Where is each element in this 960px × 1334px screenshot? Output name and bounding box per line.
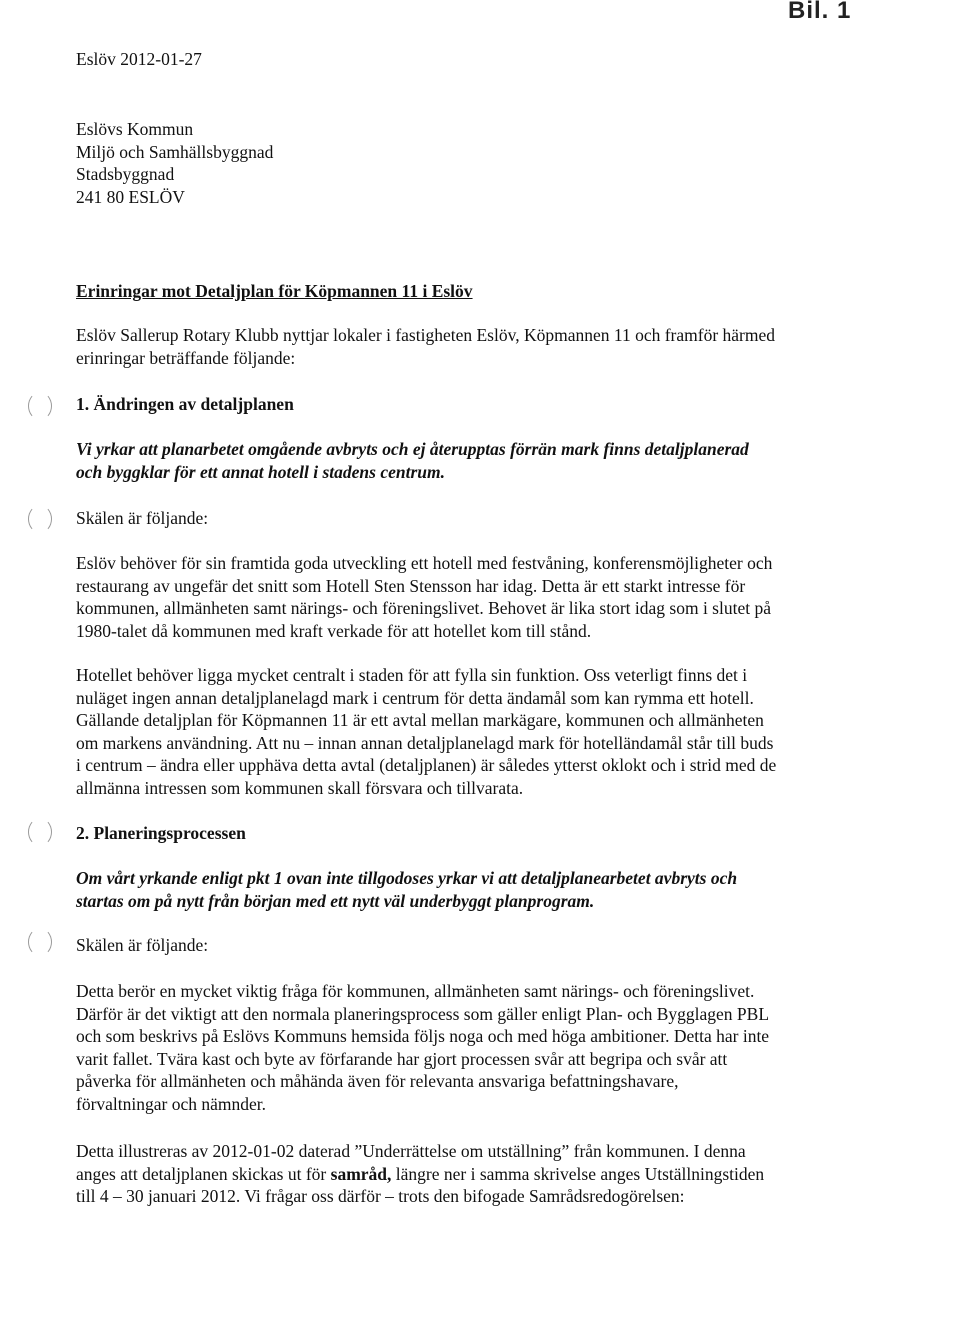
- section-2-title: 2. Planeringsprocessen: [76, 823, 246, 843]
- address-line: 241 80 ESLÖV: [76, 186, 185, 207]
- section-1-paragraph-1: Eslöv behöver för sin framtida goda utveckling ett hotell med festvåning, konferensmöjligheter och restaurang av ungefär det snitt som Hotell Sten Stensson har idag. Detta är ett starkt intresse för kommunen, allmänheten samt närings- och föreningslivet. Behovet är lika stort idag som i slutet på 1980-talet då kommunen med kraft verkade för att hotellet kom till stånd.: [76, 553, 773, 641]
- punch-hole-mark: [28, 818, 52, 846]
- section-2-paragraph-1: Detta berör en mycket viktig fråga för kommunen, allmänheten samt närings- och föreningslivet. Därför är det viktigt att den normala planeringsprocess som gäller enligt Plan- och Bygglagen PBL och som beskrivs på Eslövs Kommuns hemsida följs noga och med höga ambitioner. Detta har inte varit fallet. Tvära kast och byte av förfarande har gjort processen svår att begripa och svår att påverka för allmänheten och måhända även för relevanta ansvariga befattningshavare, förvaltningar och nämnder.: [76, 981, 770, 1114]
- address-line: Miljö och Samhällsbyggnad: [76, 141, 274, 162]
- letter-heading: Erinringar mot Detaljplan för Köpmannen 11 i Eslöv: [76, 281, 473, 301]
- intro-paragraph: Eslöv Sallerup Rotary Klubb nyttjar lokaler i fastigheten Eslöv, Köpmannen 11 och framför härmed erinringar beträffande följande:: [76, 325, 776, 368]
- address-line: Eslövs Kommun: [76, 119, 194, 139]
- section-2-paragraph-2: Detta illustreras av 2012-01-02 daterad ”Underrättelse om utställning” från kommunen. I denna anges att detaljplanen skickas ut för samråd, längre ner i samma skrivelse anges Utställningstiden till 4 – 30 januari 2012. Vi frågar oss därför – trots den bifogade Samrådsredogörelsen:: [76, 1141, 765, 1207]
- section-2-demand: Om vårt yrkande enligt pkt 1 ovan inte tillgodoses yrkar vi att detaljplanearbetet avbryts och startas om på nytt från början med ett nytt väl underbyggt planprogram.: [76, 868, 738, 911]
- section-1-reasons-label: Skälen är följande:: [76, 508, 209, 528]
- punch-hole-mark: [28, 505, 52, 533]
- section-2-reasons-label: Skälen är följande:: [76, 935, 209, 955]
- attachment-stamp: Bil. 1: [788, 0, 852, 24]
- section-1-paragraph-2: Hotellet behöver ligga mycket centralt i staden för att fylla sin funktion. Oss veterligt finns det i nuläget ingen annan detaljplanelagd mark i centrum för detta ändamål som kan rymma ett hotell. Gällande detaljplan för Köpmannen 11 är ett avtal mellan markägare, kommunen och allmänheten om markens användning. Att nu – innan annan detaljplanelagd mark för hotelländamål står till buds i centrum – ändra eller upphäva detta avtal (detaljplanen) är således ytterst oklokt och i strid med de allmänna intressen som kommunen skall försvara och tillvarata.: [76, 665, 777, 798]
- emphasis-samrad: samråd,: [330, 1163, 392, 1184]
- recipient-address: [76, 118, 876, 208]
- letter-date: Eslöv 2012-01-27: [76, 49, 202, 69]
- address-line: Stadsbyggnad: [76, 164, 175, 185]
- punch-hole-mark: [28, 928, 52, 956]
- section-1-demand: Vi yrkar att planarbetet omgående avbryts och ej återupptas förrän mark finns detaljplanerad och byggklar för ett annat hotell i stadens centrum.: [76, 439, 749, 482]
- punch-hole-mark: [28, 392, 52, 420]
- section-1-title: 1. Ändringen av detaljplanen: [76, 394, 294, 414]
